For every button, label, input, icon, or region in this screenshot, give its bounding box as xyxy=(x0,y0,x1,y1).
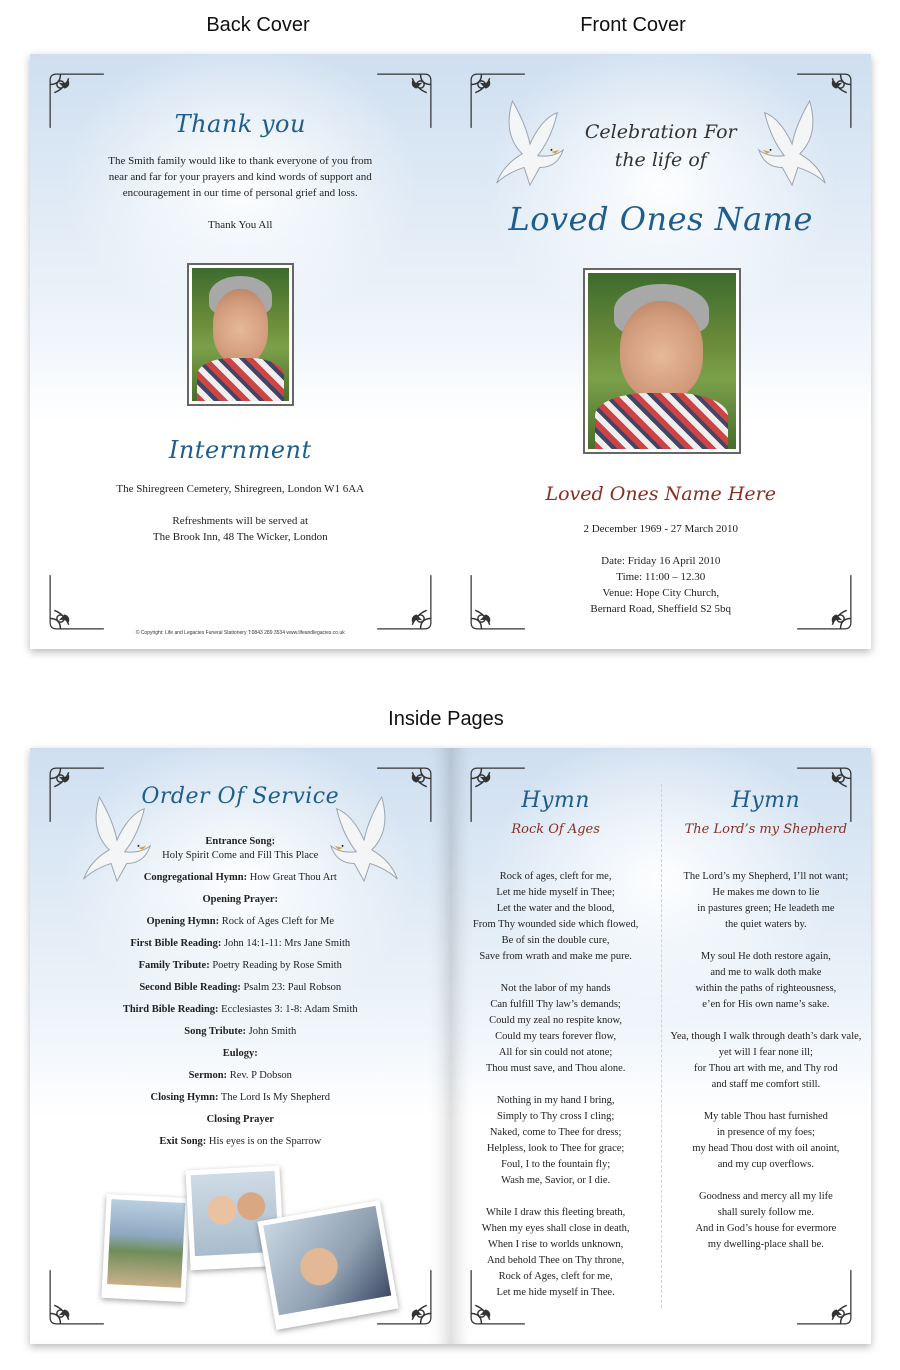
order-item: Opening Prayer: xyxy=(202,894,279,905)
life-dates: 2 December 1969 - 27 March 2010 xyxy=(583,523,739,535)
hymn-line: Simply to Thy cross I cling; xyxy=(496,1111,615,1122)
thank-you-line-3: encouragement in our time of personal grief and loss. xyxy=(122,187,358,199)
front-cover-label: Front Cover xyxy=(580,14,686,36)
back-cover-page xyxy=(30,54,451,649)
refreshments-line-1: Refreshments will be served at xyxy=(172,515,309,527)
hymn-line: Nothing in my hand I bring, xyxy=(496,1095,615,1106)
order-item: Third Bible Reading: Ecclesiastes 3: 1-8: Adam Smith xyxy=(122,1004,358,1015)
corner-ornament-icon xyxy=(46,571,108,633)
hymn-line: Helpless, look to Thee for grace; xyxy=(486,1143,625,1154)
hymn-line: in presence of my foes; xyxy=(716,1127,815,1138)
hymns-page xyxy=(451,748,872,1344)
hymn-line: My table Thou hast furnished xyxy=(703,1111,828,1122)
thank-you-all: Thank You All xyxy=(208,219,273,231)
internment-address: The Shiregreen Cemetery, Shiregreen, London W1 6AA xyxy=(116,483,365,495)
hymn-line: Can fulfill Thy law’s demands; xyxy=(490,999,621,1010)
order-item: Sermon: Rev. P Dobson xyxy=(188,1070,292,1081)
hymn-line: for Thou art with me, and Thy rod xyxy=(694,1063,838,1074)
loved-ones-name-here: Loved Ones Name Here xyxy=(545,483,776,505)
hymn-line: and me to walk doth make xyxy=(710,967,822,978)
order-item: Holy Spirit Come and Fill This Place xyxy=(162,850,319,861)
front-cover-page xyxy=(451,54,872,649)
thank-you-line-1: The Smith family would like to thank everyone of you from xyxy=(108,155,373,167)
hymn-line: He makes me down to lie xyxy=(712,887,820,898)
hymn-line: the quiet waters by. xyxy=(725,919,807,930)
service-venue: Venue: Hope City Church, xyxy=(602,587,720,599)
hymn-line: my head Thou dost with oil anoint, xyxy=(692,1143,840,1154)
hymn-line: shall surely follow me. xyxy=(717,1207,814,1218)
portrait-photo xyxy=(583,268,741,454)
thank-you-title: Thank you xyxy=(174,110,306,138)
hymn-line: Be of sin the double cure, xyxy=(501,935,610,946)
dove-icon xyxy=(751,94,839,194)
order-of-service-page xyxy=(30,748,451,1344)
hymn-line: e’en for His own name’s sake. xyxy=(702,999,830,1010)
inside-spread xyxy=(30,748,871,1344)
hymn-2-title: The Lord’s my Shepherd xyxy=(684,822,848,837)
order-item: Family Tribute: Poetry Reading by Rose Smith xyxy=(138,960,342,971)
service-venue-address: Bernard Road, Sheffield S2 5bq xyxy=(590,603,732,615)
order-of-service-title: Order Of Service xyxy=(141,784,340,809)
family-photo xyxy=(101,1194,190,1302)
family-photo xyxy=(257,1200,398,1330)
hymn-line: Thou must save, and Thou alone. xyxy=(485,1063,626,1074)
back-cover-label: Back Cover xyxy=(206,14,310,36)
celebration-line-1: Celebration For xyxy=(584,121,737,143)
order-item: Entrance Song: xyxy=(205,836,276,847)
hymn-line: Rock of ages, cleft for me, xyxy=(499,871,612,882)
order-item: Second Bible Reading: Psalm 23: Paul Robson xyxy=(139,982,342,993)
order-item: Closing Prayer xyxy=(206,1114,274,1125)
hymn-line: Not the labor of my hands xyxy=(500,983,611,994)
service-date: Date: Friday 16 April 2010 xyxy=(601,555,721,567)
portrait-photo xyxy=(187,263,294,406)
hymn-line: Wash me, Savior, or I die. xyxy=(501,1175,611,1186)
hymn-line: Naked, come to Thee for dress; xyxy=(489,1127,622,1138)
hymn-line: in pastures green; He leadeth me xyxy=(697,903,835,914)
hymn-line: Could my zeal no respite know, xyxy=(489,1015,623,1026)
order-item: First Bible Reading: John 14:1-11: Mrs Jane Smith xyxy=(130,938,351,949)
service-time: Time: 11:00 – 12.30 xyxy=(616,571,706,583)
hymn-1-title: Rock Of Ages xyxy=(511,822,600,837)
corner-ornament-icon xyxy=(373,571,435,633)
hymn-line: within the paths of righteousness, xyxy=(695,983,837,994)
cover-spread xyxy=(30,54,871,649)
hymn-line: Could my tears forever flow, xyxy=(495,1031,617,1042)
hymn-line: Rock of Ages, cleft for me, xyxy=(498,1271,613,1282)
hymn-line: Foul, I to the fountain fly; xyxy=(501,1159,611,1170)
order-item: Exit Song: His eyes is on the Sparrow xyxy=(159,1136,322,1147)
hymn-line: From Thy wounded side which flowed, xyxy=(472,919,639,930)
internment-title: Internment xyxy=(168,436,312,464)
hymn-1-column xyxy=(451,748,661,1344)
hymn-line: my dwelling-place shall be. xyxy=(707,1239,824,1250)
order-item: Song Tribute: John Smith xyxy=(184,1026,297,1037)
hymn-line: Save from wrath and make me pure. xyxy=(479,951,632,962)
celebration-line-2: the life of xyxy=(614,149,707,171)
hymn-line: Let the water and the blood, xyxy=(496,903,615,914)
hymn-line: When I rise to worlds unknown, xyxy=(487,1239,624,1250)
hymn-line: Goodness and mercy all my life xyxy=(698,1191,833,1202)
hymn-1-heading: Hymn xyxy=(521,788,590,813)
dove-icon xyxy=(483,94,571,194)
hymn-line: When my eyes shall close in death, xyxy=(481,1223,630,1234)
refreshments-line-2: The Brook Inn, 48 The Wicker, London xyxy=(152,531,328,543)
hymn-line: Yea, though I walk through death’s dark vale, xyxy=(670,1031,862,1042)
hymn-line: My soul He doth restore again, xyxy=(700,951,831,962)
hymn-line: And behold Thee on Thy throne, xyxy=(486,1255,625,1266)
copyright-text: © Copyright: Life and Legacies Funeral Stationery T:0843 289 3534 www.lifeandlegacies.co.uk xyxy=(135,630,345,636)
thank-you-line-2: near and far for your prayers and kind words of support and xyxy=(108,171,372,183)
hymn-line: Let me hide myself in Thee; xyxy=(496,887,615,898)
order-item: Closing Hymn: The Lord Is My Shepherd xyxy=(150,1092,330,1103)
loved-ones-name-title: Loved Ones Name xyxy=(508,200,813,238)
hymn-line: The Lord’s my Shepherd, I’ll not want; xyxy=(683,871,849,882)
order-item: Congregational Hymn: How Great Thou Art xyxy=(143,872,337,883)
hymn-line: All for sin could not atone; xyxy=(498,1047,613,1058)
inside-pages-label: Inside Pages xyxy=(388,708,504,730)
hymn-line: And in God’s house for evermore xyxy=(695,1223,837,1234)
order-item: Opening Hymn: Rock of Ages Cleft for Me xyxy=(146,916,335,927)
hymn-2-heading: Hymn xyxy=(731,788,801,813)
hymn-line: Let me hide myself in Thee. xyxy=(496,1287,615,1298)
hymn-line: yet will I fear none ill; xyxy=(718,1047,813,1058)
hymn-2-column xyxy=(661,748,871,1344)
corner-ornament-icon xyxy=(46,1266,108,1328)
hymn-line: While I draw this fleeting breath, xyxy=(485,1207,626,1218)
hymn-line: and my cup overflows. xyxy=(717,1159,814,1170)
order-item: Eulogy: xyxy=(222,1048,258,1059)
hymn-line: and staff me comfort still. xyxy=(711,1079,821,1090)
